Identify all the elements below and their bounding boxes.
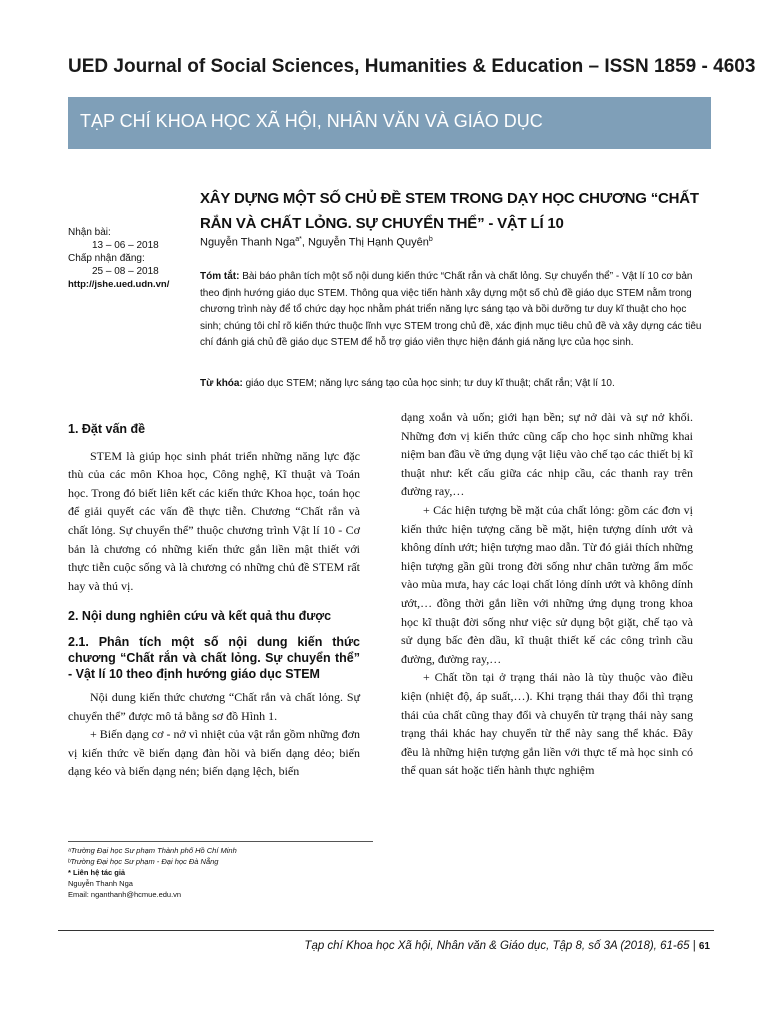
journal-header: UED Journal of Social Sciences, Humanities & Education – ISSN 1859 - 4603 [68, 56, 756, 77]
received-label: Nhận bài: [68, 227, 111, 238]
footnote-affiliation-b: ᵇTrường Đại học Sư phạm - Đại học Đà Nẵng [68, 857, 219, 866]
author-2: , Nguyễn Thị Hạnh Quyên [301, 236, 429, 249]
footnote-affiliation-a: ᵃTrường Đại học Sư phạm Thành phố Hồ Chí Minh [68, 846, 237, 855]
section-2-1-paragraph-2: + Biến dạng cơ - nở vì nhiệt của vật rắn gồm những đơn vị kiến thức về biến dạng đàn hồi và biến dạng dẻo; biến dạng kéo và biến dạng nén; biến dạng lệch, biến [68, 727, 360, 779]
abstract-text: Bài báo phân tích một số nội dung kiến thức “Chất rắn và chất lỏng. Sự chuyển thể” - Vật lí 10 cơ bản theo định hướng giáo dục STEM. Thông qua việc tiến hành xây dựng một số chủ đề giáo dục STEM nằm trong chương trình này để tổ chức dạy học nhằm phát triển năng lực sáng tạo và bồi dưỡng tư duy kĩ thuật cho học sinh; chúng tôi chỉ rõ kiến thức thuộc lĩnh vực STEM trong chủ đề, xác định mục tiêu chủ đề và xây dựng các tiêu chí đánh giá chủ đề giáo dục STEM để hỗ trợ giáo viên thực hiện đánh giá năng lực của học sinh. [200, 271, 702, 348]
accepted-label: Chấp nhận đăng: [68, 253, 145, 264]
section-1-paragraph: STEM là giúp học sinh phát triển những năng lực đặc thù của các môn Khoa học, Công nghệ, Kĩ thuật và Toán học. Trong đó biết liên kết các kiến thức Khoa học, toán học để giải quyết các vấn đề thực tiễn. Chương “Chất rắn và chất lỏng. Sự chuyển thể” thuộc chương trình Vật lí 10 - Cơ bản là chương có những kiến thức gắn liền mật thiết với thực tiễn cuộc sống và là chương có những chủ đề STEM rất hay và thú vị. [68, 448, 360, 593]
section-2-1-heading: 2.1. Phân tích một số nội dung kiến thức chương “Chất rắn và chất lỏng. Sự chuyển thể” - Vật lí 10 theo định hướng giáo dục STEM [68, 634, 360, 681]
keywords-label: Từ khóa: [200, 378, 243, 389]
keywords-text: giáo dục STEM; năng lực sáng tạo của học sinh; tư duy kĩ thuật; chất rắn; Vật lí 10. [242, 378, 615, 389]
right-paragraph-2: + Các hiện tượng bề mặt của chất lỏng: gồm các đơn vị kiến thức hiện tượng căng bề mặt, hiện tượng dính ướt và không dính ướt; hiện tượng mao dẫn. Từ đó giải thích những hiện tượng gần gũi trong đời sống như chân tường ẩm mốc vào mùa mưa, hay các loại chất lỏng dính ướt và không dính ướt,… đồng thời gắn liền với những ứng dụng trong khoa học kĩ thuật đời sống như việc sử dụng bột giặt, chế tạo và sử dụng bấc đèn dầu, kĩ thuật thiết kế các công trình cầu đường, đường ray,… [401, 502, 693, 666]
right-paragraph-1: dạng xoắn và uốn; giới hạn bền; sự nở dài và sự nở khối. Những đơn vị kiến thức cũng cấp cho học sinh những khai niệm ban đầu về ứng dụng vật liệu vào chế tạo các thiết bị kĩ thuật như: kết cấu giữa các nhịp cầu, các thanh ray trên đường ray,… [401, 410, 693, 499]
footer-citation: Tạp chí Khoa học Xã hội, Nhân văn & Giáo dục, Tập 8, số 3A (2018), 61-65 [304, 940, 690, 952]
footer-divider [58, 930, 714, 931]
right-paragraph-3: + Chất tồn tại ở trạng thái nào là tùy thuộc vào điều kiện (nhiệt độ, áp suất,…). Khi trạng thái thay đổi thì trạng thái của chất cũng thay đổi và chuyển từ trạng thái này sang trạng thái khác hay chuyển từ thể này sang thể khác. Đây đều là những hiện tượng gắn liền với thực tế mà học sinh có thể quan sát hoặc tiến hành thực nghiệm [401, 670, 693, 778]
footer-separator: | [689, 940, 699, 952]
footnotes [68, 845, 368, 900]
keywords [200, 378, 710, 389]
body-column-left [68, 408, 360, 781]
footnote-divider [68, 841, 373, 842]
authors [200, 236, 710, 249]
section-1-heading: 1. Đặt vấn đề [68, 422, 146, 436]
author-1-affiliation: a* [295, 236, 302, 243]
footnote-contact-name: Nguyễn Thanh Nga [68, 879, 133, 888]
article-dates-sidebar [68, 226, 188, 291]
journal-banner [68, 97, 711, 149]
abstract [200, 269, 710, 352]
footnote-contact-label: * Liên hệ tác giả [68, 868, 126, 877]
accepted-date: 25 – 08 – 2018 [92, 266, 159, 277]
title-line-1: XÂY DỰNG MỘT SỐ CHỦ ĐỀ STEM TRONG DẠY HỌC CHƯƠNG “CHẤT [200, 190, 699, 207]
author-2-affiliation: b [428, 236, 433, 243]
body-column-right [401, 408, 693, 780]
section-2-1-paragraph-1: Nội dung kiến thức chương “Chất rắn và chất lỏng. Sự chuyển thể” được mô tả bằng sơ đồ Hình 1. [68, 689, 360, 723]
page-footer [304, 940, 710, 952]
author-1: Nguyễn Thanh Nga [200, 236, 296, 249]
banner-title: TẠP CHÍ KHOA HỌC XÃ HỘI, NHÂN VĂN VÀ GIÁO DỤC [80, 111, 543, 131]
abstract-label: Tóm tắt: [200, 271, 240, 282]
received-date: 13 – 06 – 2018 [92, 240, 159, 251]
article-title [200, 186, 710, 236]
footnote-contact-email: Email: nganthanh@hcmue.edu.vn [68, 890, 182, 899]
journal-url-link[interactable]: http://jshe.ued.udn.vn/ [68, 279, 170, 290]
section-2-heading: 2. Nội dung nghiên cứu và kết quả thu được [68, 609, 332, 624]
title-line-2: RẮN VÀ CHẤT LỎNG. SỰ CHUYỂN THỂ” - VẬT LÍ 10 [200, 215, 564, 232]
page-number: 61 [698, 941, 710, 952]
